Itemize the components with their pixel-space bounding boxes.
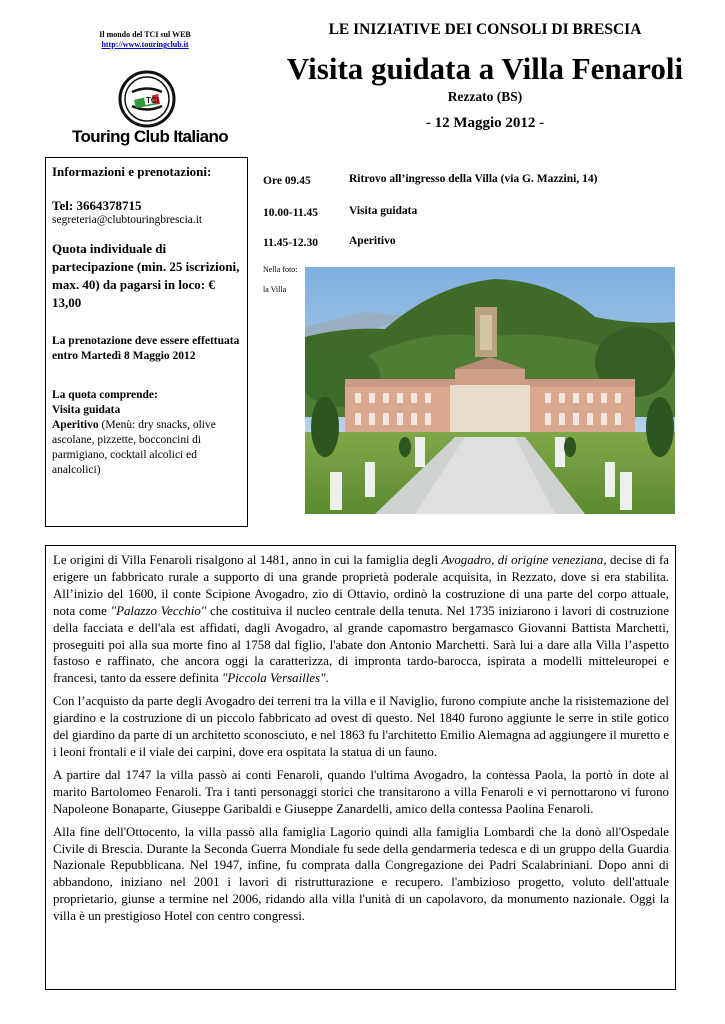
article-paragraph bbox=[53, 552, 669, 687]
photo-caption: la Villa bbox=[263, 285, 287, 294]
article-paragraph: A partire dal 1747 la villa passò ai conti Fenaroli, quando l'ultima Avogadro, la contessa Paola, la portò in dote al marito Bartolomeo Fenaroli. Tra i tanti personaggi storici che transitarono a villa Fenaroli e vi pernottarono vi furono Napoleone Bonaparte, Giuseppe Garibaldi e Giuseppe Zanardelli, amico della contessa Paolina Fenaroli. bbox=[53, 767, 669, 816]
tci-emblem-icon bbox=[118, 70, 176, 128]
text-run: che costituiva il nucleo centrale della tenuta. Nel 1735 iniziarono i lavori di costruzione della facciata e dell'ala est affidati, dagli Avogadro, al grande capomastro bergamasco Giovanni Battista Marchetti, proseguiti poi alla sua morte fino al 1758 dal figlio, l'abate don Antonio Marchetti. Sarà lui a dare alla Villa l’aspetto fastoso e raffinato, che ancora oggi la caratterizza, di impronta tardo-barocca, ispirata a modelli mitteleuropei e francesi, tanto da essere definita bbox=[53, 603, 669, 686]
article-paragraph: Con l’acquisto da parte degli Avogadro dei terreni tra la villa e il Naviglio, furono compiute anche la risistemazione del giardino e la costruzione di un piccolo fabbricato ad ovest di questo. Nel 1840 furono aggiunte le serre in stile gotico del giardino da parte di un architetto sconosciuto, e nel 1863 fu l'architetto Emilio Alemagna ad aggiungere il muretto e i leoni frontali e il viale dei carpini, dove era ospitata la statua di un fauno. bbox=[53, 694, 669, 759]
emblem-letters: TCI bbox=[146, 96, 159, 105]
info-includes-item: Visita guidata bbox=[52, 404, 121, 416]
schedule-desc: Visita guidata bbox=[349, 205, 418, 217]
text-run: decise di fa erigere un fabbricato rurale a supporto di una grande proprietà poderale acquisita, in Rezzato, dove si era stabilita. All’inizio del 1600, il conte Scipione Avogadro, zio di Ottavio, ordinò la costruzione di una parte del corpo attuale, nota come bbox=[53, 553, 670, 618]
page-title: Visita guidata a Villa Fenaroli bbox=[286, 51, 684, 86]
schedule-time: 11.45-12.30 bbox=[263, 237, 318, 249]
photo-caption: Nella foto: bbox=[263, 265, 298, 274]
info-deadline: La prenotazione deve essere effettuata entro Martedì 8 Maggio 2012 bbox=[52, 335, 240, 362]
villa-photo bbox=[305, 267, 675, 514]
text-run-italic: "Piccola Versailles" bbox=[221, 671, 326, 686]
info-box bbox=[45, 157, 248, 527]
tci-logo-text: Touring Club Italiano bbox=[71, 127, 229, 146]
includes-menu: (Menù: dry snacks, olive ascolane, pizzette, bocconcini di parmigiano, cocktail alcolici ed analcolici) bbox=[52, 419, 216, 476]
schedule-desc: Ritrovo all’ingresso della Villa (via G. Mazzini, 14) bbox=[349, 173, 598, 185]
text-run-italic: Avogadro, di origine veneziana, bbox=[441, 553, 607, 567]
info-phone: Tel: 3664378715 bbox=[52, 198, 142, 213]
info-includes-title: La quota comprende: bbox=[52, 389, 158, 401]
web-line: Il mondo del TCI sul WEB bbox=[99, 30, 191, 39]
info-includes-item bbox=[52, 418, 241, 478]
text-run: . bbox=[325, 671, 329, 686]
info-quota: Quota individuale di partecipazione (min. 25 iscrizioni, max. 40) da pagarsi in loco: € 13,00 bbox=[52, 241, 240, 310]
text-run: Le origini di Villa Fenaroli risalgono al 1481, anno in cui la famiglia degli bbox=[53, 553, 442, 567]
history-article bbox=[45, 545, 676, 990]
includes-aperitivo: Aperitivo bbox=[52, 419, 99, 431]
article-paragraph: Alla fine dell'Ottocento, la villa passò alla famiglia Lagorio quindi alla famiglia Lombardi che la donò all'Ospedale Civile di Brescia. Durante la Seconda Guerra Mondiale fu sede della gendarmeria tedesca e di un gruppo della Guardia Nazionale Repubblicana. Nel 1947, infine, fu comprata dalla Congregazione dei Padri Scalabriniani. Dopo anni di abbandono, iniziano nel 2001 i lavori di ristrutturazione e recupero. l'ambizioso progetto, voluto dell'attuale proprietario, giunse a termine nel 2006, ridando alla villa l'unità di un capolavoro, da monumento nazionale. Oggi la villa è un prestigioso Hotel con centro congressi. bbox=[53, 824, 669, 924]
event-date: - 12 Maggio 2012 - bbox=[425, 115, 545, 131]
schedule-time: 10.00-11.45 bbox=[263, 207, 318, 219]
schedule-desc: Aperitivo bbox=[349, 235, 396, 247]
text-run-italic: "Palazzo Vecchio" bbox=[110, 603, 207, 618]
info-heading: Informazioni e prenotazioni: bbox=[52, 164, 212, 179]
event-location: Rezzato (BS) bbox=[447, 89, 523, 104]
tci-web-block bbox=[70, 30, 220, 50]
touringclub-link[interactable]: http://www.touringclub.it bbox=[101, 40, 189, 49]
schedule-time: Ore 09.45 bbox=[263, 175, 311, 187]
header-kicker: LE INIZIATIVE DEI CONSOLI DI BRESCIA bbox=[328, 21, 642, 38]
info-email: segreteria@clubtouringbrescia.it bbox=[52, 214, 203, 226]
